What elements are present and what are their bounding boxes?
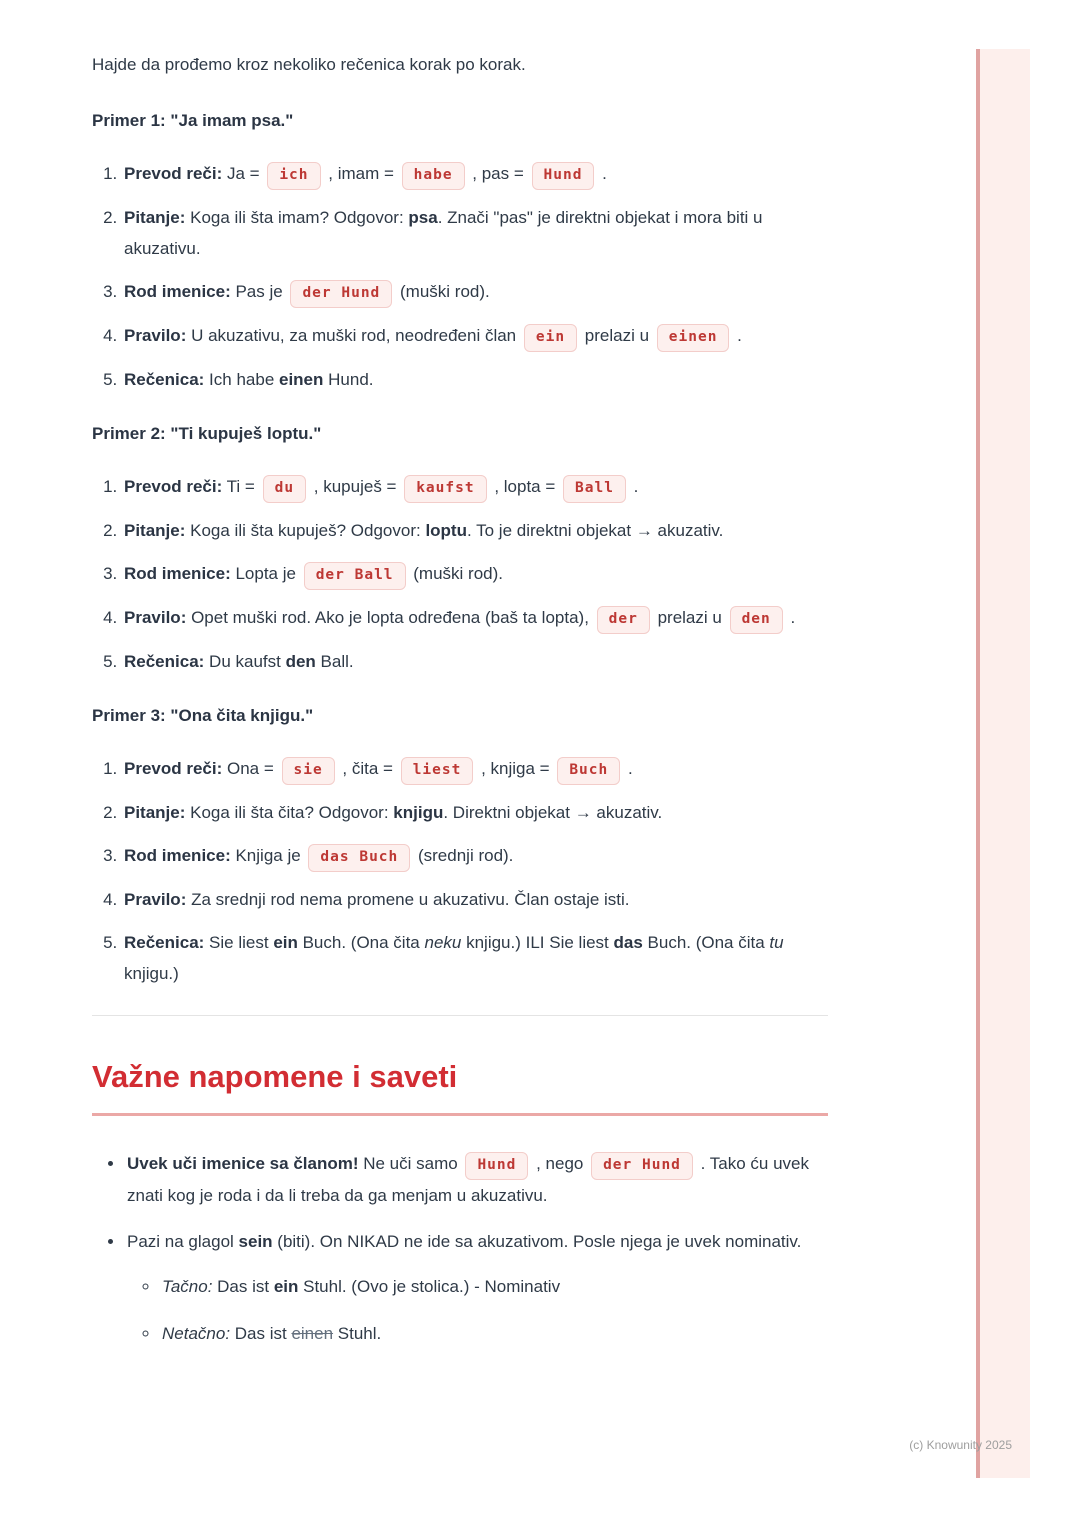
step-item xyxy=(122,558,828,590)
text-run: Rečenica: xyxy=(124,370,205,389)
text-run: , kupuješ = xyxy=(309,477,402,496)
text-run: , čita = xyxy=(337,759,398,778)
step-item xyxy=(122,602,828,634)
code-badge: einen xyxy=(657,324,730,352)
text-run: Prevod reči: xyxy=(124,164,223,183)
text-run: (muški rod). xyxy=(408,564,504,583)
text-run: loptu xyxy=(425,521,467,540)
code-badge: ein xyxy=(524,324,577,352)
text-run: Knjiga je xyxy=(230,846,306,865)
code-badge: das Buch xyxy=(308,844,410,872)
step-item xyxy=(122,753,828,785)
text-run: Ball. xyxy=(315,652,354,671)
text-run: Za srednji rod nema promene u akuzativu. Član ostaje isti. xyxy=(186,890,630,909)
text-run: prelazi u xyxy=(580,326,654,345)
text-run: Lopta je xyxy=(230,564,301,583)
step-item xyxy=(122,797,828,828)
steps-list xyxy=(92,471,828,677)
text-run: Ti = xyxy=(222,477,260,496)
step-item xyxy=(122,276,828,308)
text-run: Sie liest xyxy=(204,933,274,952)
text-run: Pas je xyxy=(230,282,288,301)
text-run: Stuhl. (Ovo je stolica.) - Nominativ xyxy=(298,1277,561,1296)
text-run: knjigu.) xyxy=(124,964,179,983)
text-run: den xyxy=(285,652,316,671)
steps-list xyxy=(92,753,828,989)
text-run: Uvek uči imenice sa članom! xyxy=(127,1154,359,1173)
step-item xyxy=(122,884,828,915)
text-run: . xyxy=(623,759,633,778)
text-run: Pitanje: xyxy=(124,803,186,822)
code-badge: Hund xyxy=(465,1152,528,1180)
text-run: . xyxy=(785,608,796,627)
note-item xyxy=(125,1148,828,1211)
subnote-item xyxy=(160,1271,828,1302)
text-run: Rod imenice: xyxy=(124,282,231,301)
examples-container xyxy=(92,108,828,989)
code-badge: ich xyxy=(267,162,320,190)
text-run: Koga ili šta imam? Odgovor: xyxy=(185,208,409,227)
text-run: das xyxy=(613,933,643,952)
text-run: . xyxy=(732,326,742,345)
subnote-item xyxy=(160,1318,828,1349)
code-badge: den xyxy=(730,606,783,634)
text-run: Tačno: xyxy=(162,1277,213,1296)
step-item xyxy=(122,927,828,989)
note-item xyxy=(125,1226,828,1349)
text-run: Ich habe xyxy=(204,370,279,389)
text-run: (biti). On NIKAD ne ide sa akuzativom. Posle njega je uvek nominativ. xyxy=(272,1232,802,1251)
text-run: Ona = xyxy=(222,759,279,778)
code-badge: liest xyxy=(401,757,474,785)
text-run: Rečenica: xyxy=(124,652,205,671)
step-item xyxy=(122,202,828,264)
text-run: sein xyxy=(238,1232,273,1251)
text-run: ein xyxy=(273,933,298,952)
code-badge: der Ball xyxy=(304,562,406,590)
step-item xyxy=(122,840,828,872)
text-run: . Znači "pas" je direktni objekat i mora biti u akuzativu. xyxy=(124,208,763,258)
text-run: Buch. (Ona čita xyxy=(297,933,425,952)
text-run: Rod imenice: xyxy=(124,564,231,583)
text-run: Pravilo: xyxy=(124,326,187,345)
text-run: einen xyxy=(279,370,324,389)
text-run: Pitanje: xyxy=(124,208,186,227)
text-run: Pravilo: xyxy=(124,890,187,909)
text-run: Ne uči samo xyxy=(358,1154,463,1173)
code-badge: Hund xyxy=(532,162,595,190)
step-item xyxy=(122,364,828,395)
text-run: Pazi na glagol xyxy=(127,1232,239,1251)
section-divider xyxy=(92,1015,828,1016)
text-run: Ja = xyxy=(222,164,265,183)
page-edge-bar xyxy=(976,49,1030,1478)
text-run: Stuhl. xyxy=(333,1324,382,1343)
code-badge: sie xyxy=(282,757,335,785)
text-run: Koga ili šta čita? Odgovor: xyxy=(185,803,394,822)
text-run: tu xyxy=(769,933,784,952)
text-run: knjigu.) ILI Sie liest xyxy=(461,933,614,952)
text-run: prelazi u xyxy=(652,608,727,627)
copyright-text: (c) Knowunity 2025 xyxy=(909,1438,1012,1452)
code-badge: Ball xyxy=(563,475,626,503)
text-run: psa xyxy=(408,208,438,227)
code-badge: der Hund xyxy=(290,280,392,308)
example-title: Primer 2: "Ti kupuješ loptu." xyxy=(92,424,322,443)
text-run: Buch. (Ona čita xyxy=(642,933,770,952)
example-title: Primer 1: "Ja imam psa." xyxy=(92,111,294,130)
text-run: Opet muški rod. Ako je lopta određena (baš ta lopta), xyxy=(186,608,594,627)
text-run: , knjiga = xyxy=(476,759,555,778)
text-run: , lopta = xyxy=(489,477,561,496)
code-badge: kaufst xyxy=(404,475,486,503)
text-run: Prevod reči: xyxy=(124,477,223,496)
code-badge: der Hund xyxy=(591,1152,693,1180)
text-run: Koga ili šta kupuješ? Odgovor: xyxy=(185,521,426,540)
text-run: . xyxy=(597,164,607,183)
text-run: , imam = xyxy=(323,164,399,183)
step-item xyxy=(122,471,828,503)
text-run: (muški rod). xyxy=(395,282,490,301)
step-item xyxy=(122,320,828,352)
step-item xyxy=(122,158,828,190)
text-run: . Tako ću uvek znati kog je roda i da li treba da ga menjam u akuzativu. xyxy=(127,1154,810,1205)
notes-heading: Važne napomene i saveti xyxy=(92,1059,458,1094)
text-run: Pitanje: xyxy=(124,521,186,540)
text-run: Hund. xyxy=(323,370,374,389)
notes-heading-rule xyxy=(92,1113,828,1116)
text-run: (srednji rod). xyxy=(413,846,514,865)
text-run: einen xyxy=(291,1324,334,1343)
text-run: Rod imenice: xyxy=(124,846,231,865)
step-item xyxy=(122,515,828,546)
step-item xyxy=(122,646,828,677)
text-run: Du kaufst xyxy=(204,652,286,671)
text-run: Das ist xyxy=(212,1277,274,1296)
example-title: Primer 3: "Ona čita knjigu." xyxy=(92,706,314,725)
notes-list xyxy=(92,1148,828,1349)
text-run: Pravilo: xyxy=(124,608,187,627)
text-run: , pas = xyxy=(467,164,529,183)
text-run: Netačno: xyxy=(162,1324,231,1343)
code-badge: habe xyxy=(402,162,465,190)
text-run: . Direktni objekat → akuzativ. xyxy=(443,803,663,822)
text-run: neku xyxy=(424,933,462,952)
text-run: knjigu xyxy=(393,803,444,822)
text-run: . xyxy=(628,477,639,496)
steps-list xyxy=(92,158,828,395)
code-badge: du xyxy=(263,475,306,503)
text-run: . To je direktni objekat → akuzativ. xyxy=(466,521,724,540)
text-run: Prevod reči: xyxy=(124,759,223,778)
text-run: ein xyxy=(273,1277,299,1296)
text-run: U akuzativu, za muški rod, neodređeni član xyxy=(186,326,521,345)
text-run: , nego xyxy=(531,1154,589,1173)
code-badge: Buch xyxy=(557,757,620,785)
text-run: Rečenica: xyxy=(124,933,205,952)
content-column xyxy=(92,52,828,1365)
text-run: Das ist xyxy=(230,1324,292,1343)
subnotes-list xyxy=(127,1271,828,1349)
code-badge: der xyxy=(597,606,650,634)
intro-paragraph: Hajde da prođemo kroz nekoliko rečenica korak po korak. xyxy=(92,55,526,74)
